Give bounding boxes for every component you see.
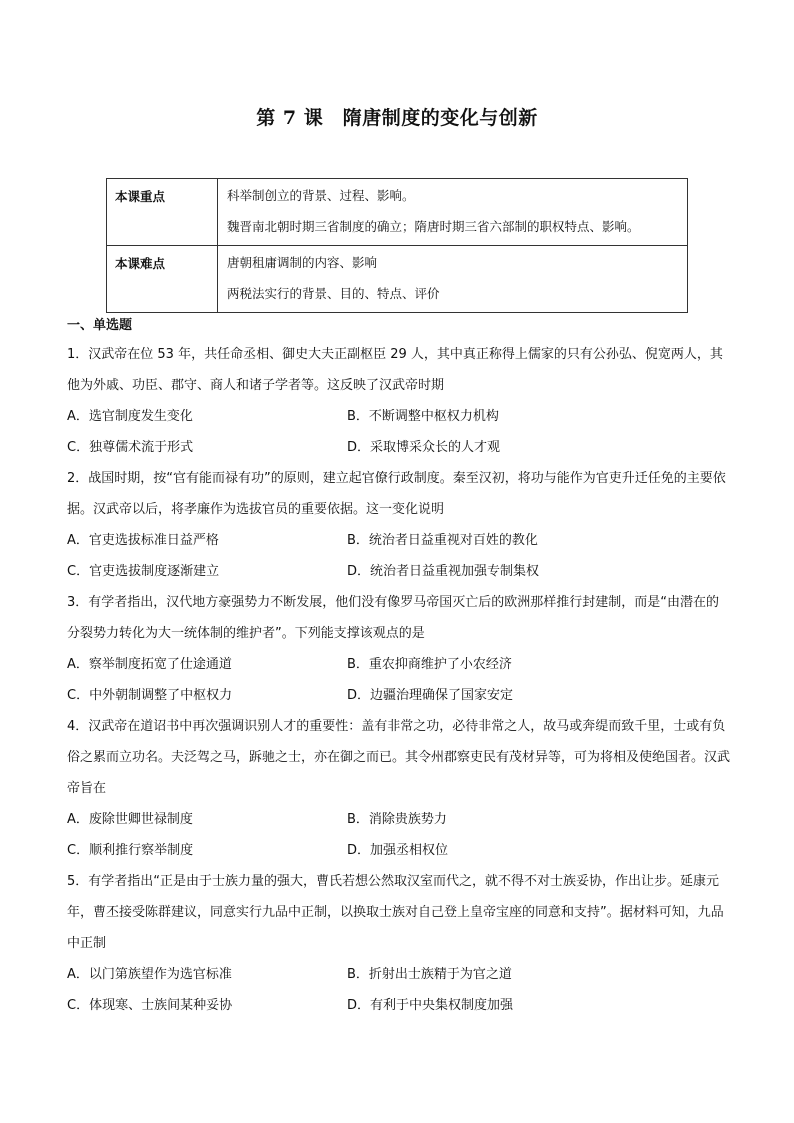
option-b: B．重农抑商维护了小农经济	[347, 657, 512, 672]
content-line: 唐朝租庸调制的内容、影响	[227, 255, 378, 270]
content-line: 魏晋南北朝时期三省制度的确立；隋唐时期三省六部制的职权特点、影响。	[227, 219, 640, 234]
option-d: D．加强丞相权位	[347, 843, 449, 858]
option-d: D．统治者日益重视加强专制集权	[347, 564, 540, 579]
row-label: 本课重点	[107, 179, 218, 246]
question-2	[67, 463, 731, 587]
option-a: A．废除世卿世禄制度	[67, 812, 193, 827]
option-grid	[67, 649, 731, 711]
question-stem: 4．汉武帝在道诏书中再次强调识别人才的重要性：盖有非常之功，必待非常之人，故马或奔缇而致千里，士或有负俗之累而立功名。夫泛驾之马，跅驰之士，亦在御之而已。其令州郡察吏民有茂材异等，可为将相及使绝国者。汉武帝旨在	[67, 719, 731, 796]
row-label: 本课难点	[107, 246, 218, 313]
section-heading: 一、单选题	[67, 318, 133, 333]
content-line: 两税法实行的背景、目的、特点、评价	[227, 286, 440, 301]
option-a: A．选官制度发生变化	[67, 409, 193, 424]
option-b: B．消除贵族势力	[347, 812, 447, 827]
content-line: 科举制创立的背景、过程、影响。	[227, 188, 415, 203]
option-d: D．有利于中央集权制度加强	[347, 998, 514, 1013]
question-5	[67, 866, 731, 1021]
option-a: A．以门第族望作为选官标准	[67, 967, 232, 982]
option-c: C．官吏选拔制度逐渐建立	[67, 564, 220, 579]
question-stem: 3．有学者指出，汉代地方豪强势力不断发展，他们没有像罗马帝国灭亡后的欧洲那样推行封建制，而是“由潜在的分裂势力转化为大一统体制的维护者”。下列能支撑该观点的是	[67, 595, 720, 641]
option-b: B．不断调整中枢权力机构	[347, 409, 499, 424]
option-d: D．边疆治理确保了国家安定	[347, 688, 514, 703]
option-grid	[67, 401, 731, 463]
option-a: A．官吏选拔标准日益严格	[67, 533, 219, 548]
question-stem: 2．战国时期，按“官有能而禄有功”的原则，建立起官僚行政制度。秦至汉初，将功与能作为官吏升迁任免的主要依据。汉武帝以后，将孝廉作为选拔官员的重要依据。这一变化说明	[67, 471, 726, 517]
option-grid	[67, 804, 731, 866]
option-a: A．察举制度拓宽了仕途通道	[67, 657, 232, 672]
option-b: B．统治者日益重视对百姓的教化	[347, 533, 538, 548]
row-content	[218, 246, 688, 313]
question-1	[67, 339, 731, 463]
option-grid	[67, 959, 731, 1021]
option-c: C．体现寒、士族间某种妥协	[67, 998, 233, 1013]
page-title: 第 7 课 隋唐制度的变化与创新	[256, 107, 538, 129]
question-list	[67, 339, 731, 1021]
option-c: C．中外朝制调整了中枢权力	[67, 688, 233, 703]
question-3	[67, 587, 731, 711]
question-stem: 1．汉武帝在位 53 年，共任命丞相、御史大夫正副枢臣 29 人，其中真正称得上儒家的只有公孙弘、倪宽两人，其他为外戚、功臣、郡守、商人和诸子学者等。这反映了汉武帝时期	[67, 347, 723, 393]
row-content	[218, 179, 688, 246]
option-grid	[67, 525, 731, 587]
question-4	[67, 711, 731, 866]
option-c: C．独尊儒术流于形式	[67, 440, 194, 455]
key-points-table	[106, 178, 688, 313]
table-row	[107, 179, 688, 246]
table-row	[107, 246, 688, 313]
question-stem: 5．有学者指出“正是由于士族力量的强大，曹氏若想公然取汉室而代之，就不得不对士族妥协，作出让步。延康元年，曹丕接受陈群建议，同意实行九品中正制，以换取士族对自己登上皇帝宝座的同意和支持”。据材料可知，九品中正制	[67, 874, 724, 951]
option-b: B．折射出士族精于为官之道	[347, 967, 512, 982]
option-d: D．采取博采众长的人才观	[347, 440, 501, 455]
option-c: C．顺利推行察举制度	[67, 843, 194, 858]
